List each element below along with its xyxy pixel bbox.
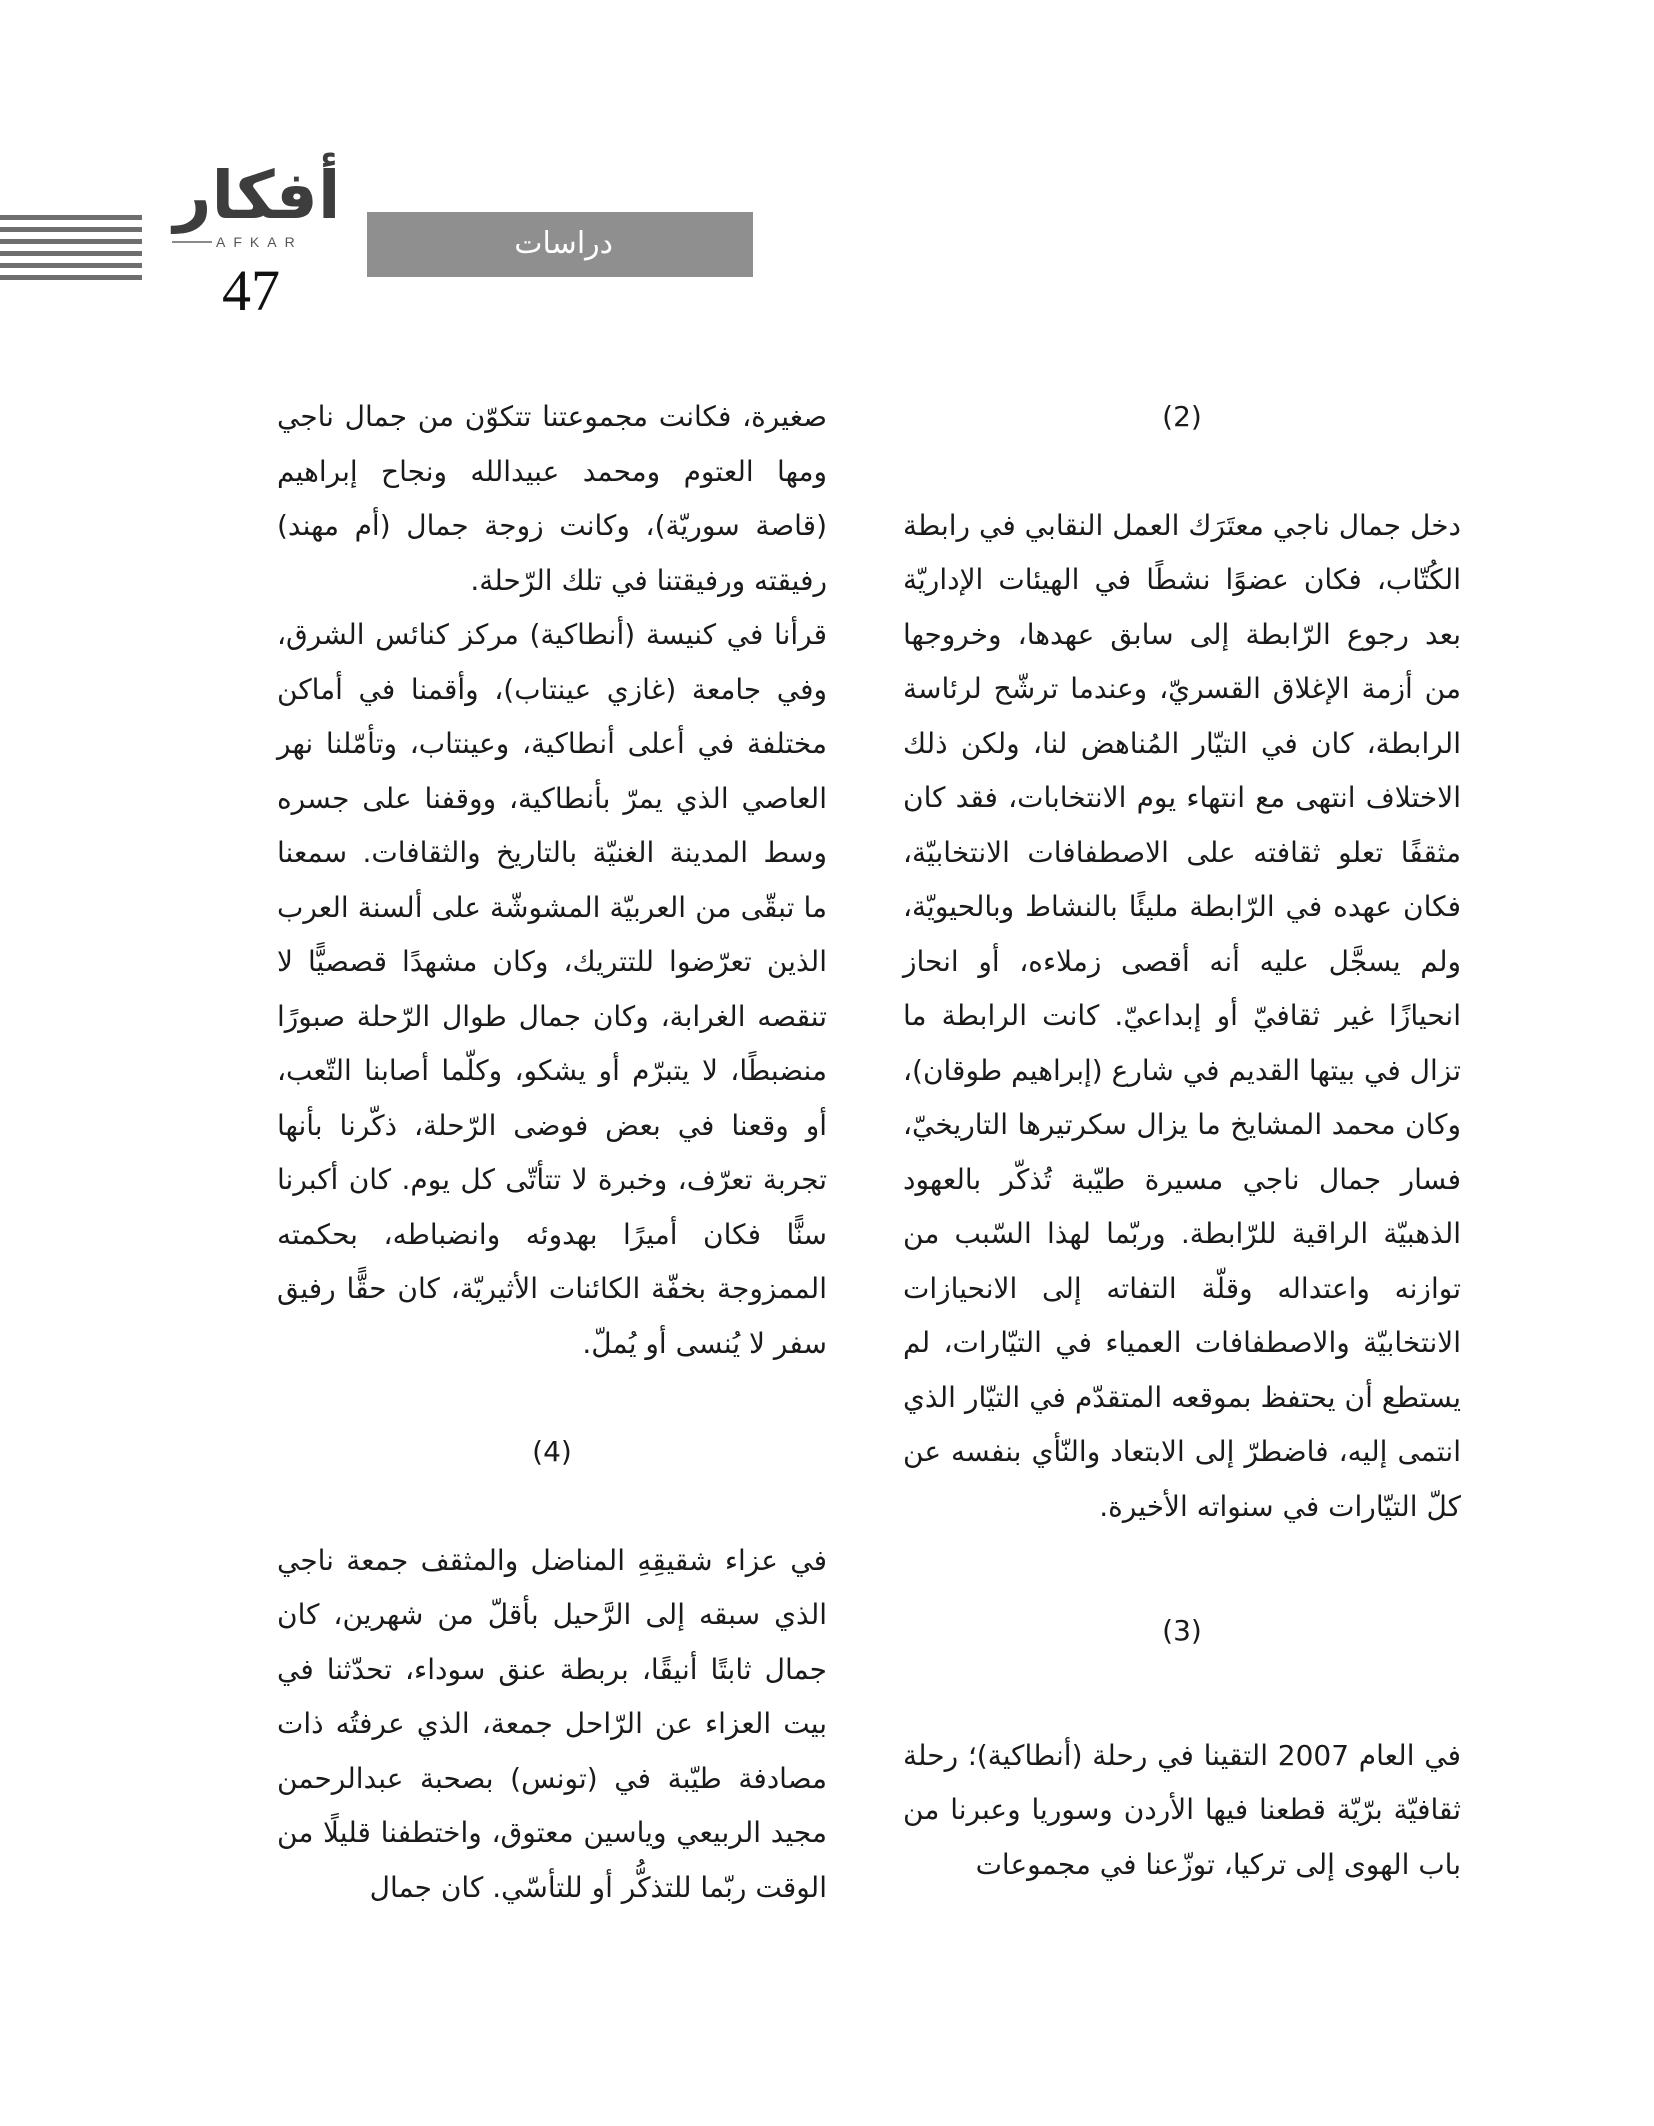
paragraph: قرأنا في كنيسة (أنطاكية) مركز كنائس الشرق، وفي جامعة (غازي عينتاب)، وأقمنا في أماكن مختلفة في أعلى أنطاكية، وعينتاب، وتأمّلنا نهر العاصي الذي يمرّ بأنطاكية، ووقفنا على جسره وسط المدينة الغنيّة بالتاريخ والثقافات. سمعنا ما تبقّى من العربيّة المشوشّة على ألسنة العرب الذين تعرّضوا للتتريك، وكان مشهدًا قصصيًّا لا تنقصه الغرابة، وكان جمال طوال الرّحلة صبورًا منضبطًا، لا يتبرّم أو يشكو، وكلّما أصابنا التّعب، أو وقعنا في بعض فوضى الرّحلة، ذكّرنا بأنها تجربة تعرّف، وخبرة لا تتأتّى كل يوم. كان أكبرنا سنًّا فكان أميرًا بهدوئه وانضباطه، بحكمته الممزوجة بخفّة الكائنات الأثيريّة، كان حقًّا رفيق سفر لا يُنسى أو يُملّ. <box>277 618 827 1360</box>
stripe <box>0 275 142 280</box>
left-column <box>277 390 827 1915</box>
page-number: 47 <box>222 258 280 323</box>
logo-latin: AFKAR <box>216 234 303 250</box>
paragraph: في عزاء شقيقِهِ المناضل والمثقف جمعة ناجي الذي سبقه إلى الرَّحيل بأقلّ من شهرين، كان جمال ثابتًا أنيقًا، بربطة عنق سوداء، تحدّثنا في بيت العزاء عن الرّاحل جمعة، الذي عرفتُه ذات مصادفة طيّبة في (تونس) بصحبة عبدالرحمن مجيد الربيعي وياسين معتوق، واختطفنا قليلًا من الوقت ربّما للتذكُّر أو للتأسّي. كان جمال <box>277 1543 827 1904</box>
spacer <box>903 1534 1461 1604</box>
section-banner <box>367 212 753 277</box>
paragraph: صغيرة، فكانت مجموعتنا تتكوّن من جمال ناجي ومها العتوم ومحمد عبيدالله ونجاح إبراهيم (قاصة سوريّة)، وكانت زوجة جمال (أم مهند) رفيقته ورفيقتنا في تلك الرّحلة. <box>277 400 827 597</box>
section-number-4: (4) <box>532 1435 572 1468</box>
section-number-3: (3) <box>1162 1614 1202 1647</box>
logo-arabic: أفكار <box>173 157 341 234</box>
spacer <box>277 1371 827 1425</box>
stripe <box>0 215 142 220</box>
right-column <box>903 390 1461 1892</box>
spacer <box>903 445 1461 499</box>
section-label: دراسات <box>514 226 613 261</box>
section-number-2: (2) <box>1162 400 1202 433</box>
logo-subtitle-bar <box>172 234 342 250</box>
spacer <box>277 1480 827 1534</box>
logo-rule <box>172 241 212 243</box>
stripe <box>0 263 142 268</box>
paragraph: في العام 2007 التقينا في رحلة (أنطاكية)؛ رحلة ثقافيّة برّيّة قطعنا فيها الأردن وسوريا وعبرنا من باب الهوى إلى تركيا، توزّعنا في مجموعات <box>903 1738 1461 1881</box>
paragraph: دخل جمال ناجي معتَرَك العمل النقابي في رابطة الكُتّاب، فكان عضوًا نشطًا في الهيئات الإداريّة بعد رجوع الرّابطة إلى سابق عهدها، وخروجها من أزمة الإغلاق القسريّ، وعندما ترشّح لرئاسة الرابطة، كان في التيّار المُناهض لنا، ولكن ذلك الاختلاف انتهى مع انتهاء يوم الانتخابات، فقد كان مثقفًا تعلو ثقافته على الاصطفافات الانتخابيّة، فكان عهده في الرّابطة مليئًا بالنشاط وبالحيويّة، ولم يسجَّل عليه أنه أقصى زملاءه، أو انحاز انحيازًا غير ثقافيّ أو إبداعيّ. كانت الرابطة ما تزال في بيتها القديم في شارع (إبراهيم طوقان)، وكان محمد المشايخ ما يزال سكرتيرها التاريخيّ، فسار جمال ناجي مسيرة طيّبة تُذكّر بالعهود الذهبيّة الراقية للرّابطة. وربّما لهذا السّبب من توازنه واعتداله وقلّة التفاته إلى الانحيازات الانتخابيّة والاصطفافات العمياء في التيّارات، لم يستطع أن يحتفظ بموقعه المتقدّم في التيّار الذي انتمى إليه، فاضطرّ إلى الابتعاد والنّأي بنفسه عن كلّ التيّارات في سنواته الأخيرة. <box>903 508 1461 1523</box>
spacer <box>903 1659 1461 1729</box>
magazine-logo <box>172 157 342 250</box>
stripe <box>0 239 142 244</box>
header-stripes <box>0 215 142 287</box>
stripe <box>0 251 142 256</box>
stripe <box>0 227 142 232</box>
